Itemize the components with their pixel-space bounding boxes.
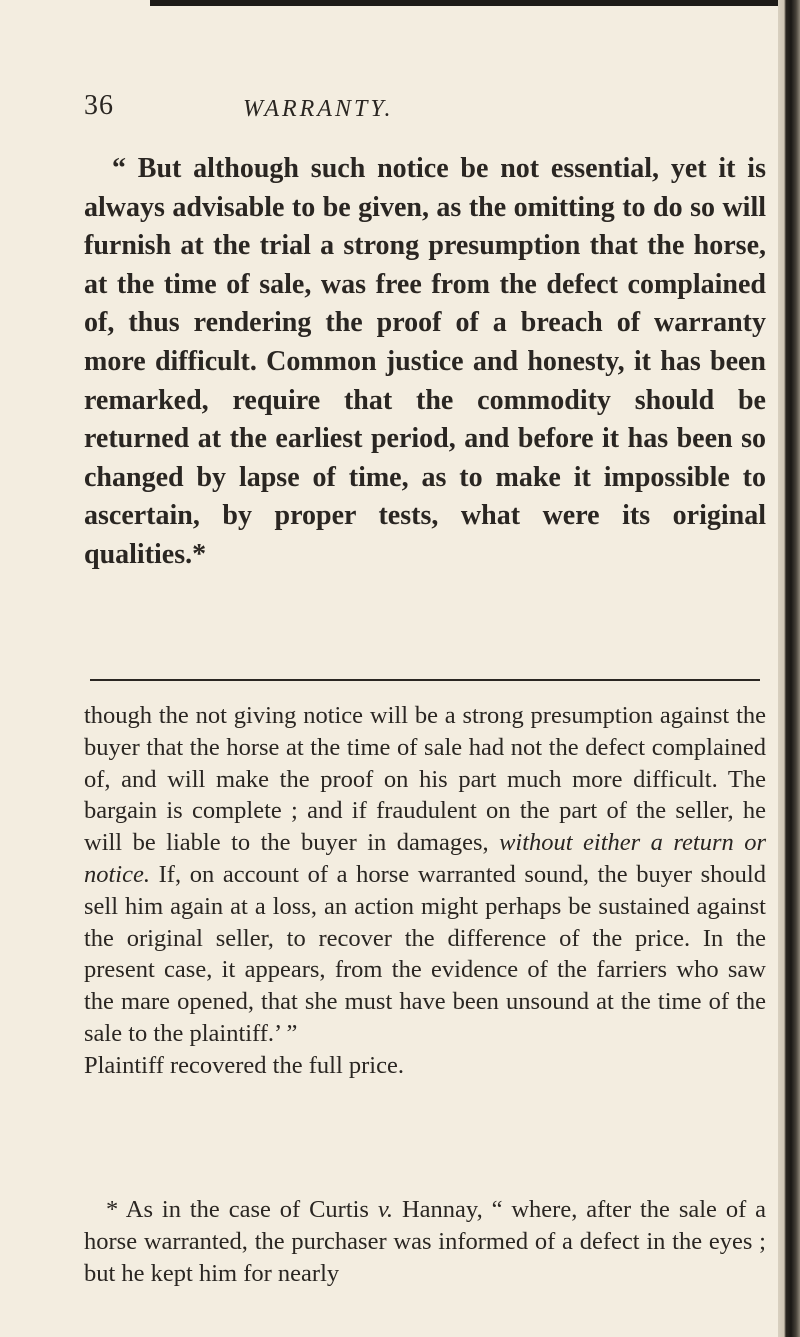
footnote-text-2: If, on account of a horse warranted sound, the buyer should sell him again at a loss, an action might perhaps be sustained against the original seller, to recover the difference of the price. In the present case, it appears, from the evidence of the farriers who saw the mare opened, that she must have been unsound at the time of the sale to the plaintiff.’ ”: [84, 860, 766, 1047]
footnote-star: [84, 1194, 766, 1289]
footnote-continued: [84, 700, 766, 1082]
page-number: 36: [84, 90, 114, 121]
footnote-text-1: though the not giving notice will be a strong presumption against the buyer that the horse at the time of sale had not the defect complained of, and will make the proof on his part much more difficult. The bargain is complete ; and if fraudulent on the part of the seller, he will be liable to the buyer in damages,: [84, 702, 766, 857]
main-paragraph: “ But although such notice be not essential, yet it is always advisable to be given, as the omitting to do so will furnish at the trial a strong presumption that the horse, at the time of sale, was free from the defect complained of, thus rendering the proof of a breach of warranty more difficult. Common justice and honesty, it has been remarked, require that the commodity should be returned at the earliest period, and before it has been so changed by lapse of time, as to make it impossible to ascertain, by proper tests, what were its original qualities.*: [84, 153, 766, 570]
running-head: WARRANTY.: [243, 96, 394, 122]
footnote-closing-line: Plaintiff recovered the full price.: [84, 1051, 404, 1079]
footnote-text-after: Hannay, “ where, after the sale of a horse warranted, the purchaser was informed of a defect in the eyes ; but he kept him for nearly: [84, 1196, 766, 1287]
footnote-text-before: As in the case of Curtis: [125, 1196, 369, 1223]
footnote-italic-phrase: without either a return or notice.: [84, 829, 766, 888]
footnote-italic-v: v.: [377, 1196, 394, 1223]
footnote-marker: *: [106, 1196, 119, 1223]
page-top-edge: [150, 0, 790, 6]
page-right-edge: [778, 0, 800, 1337]
footnote-separator-rule: [90, 679, 760, 681]
